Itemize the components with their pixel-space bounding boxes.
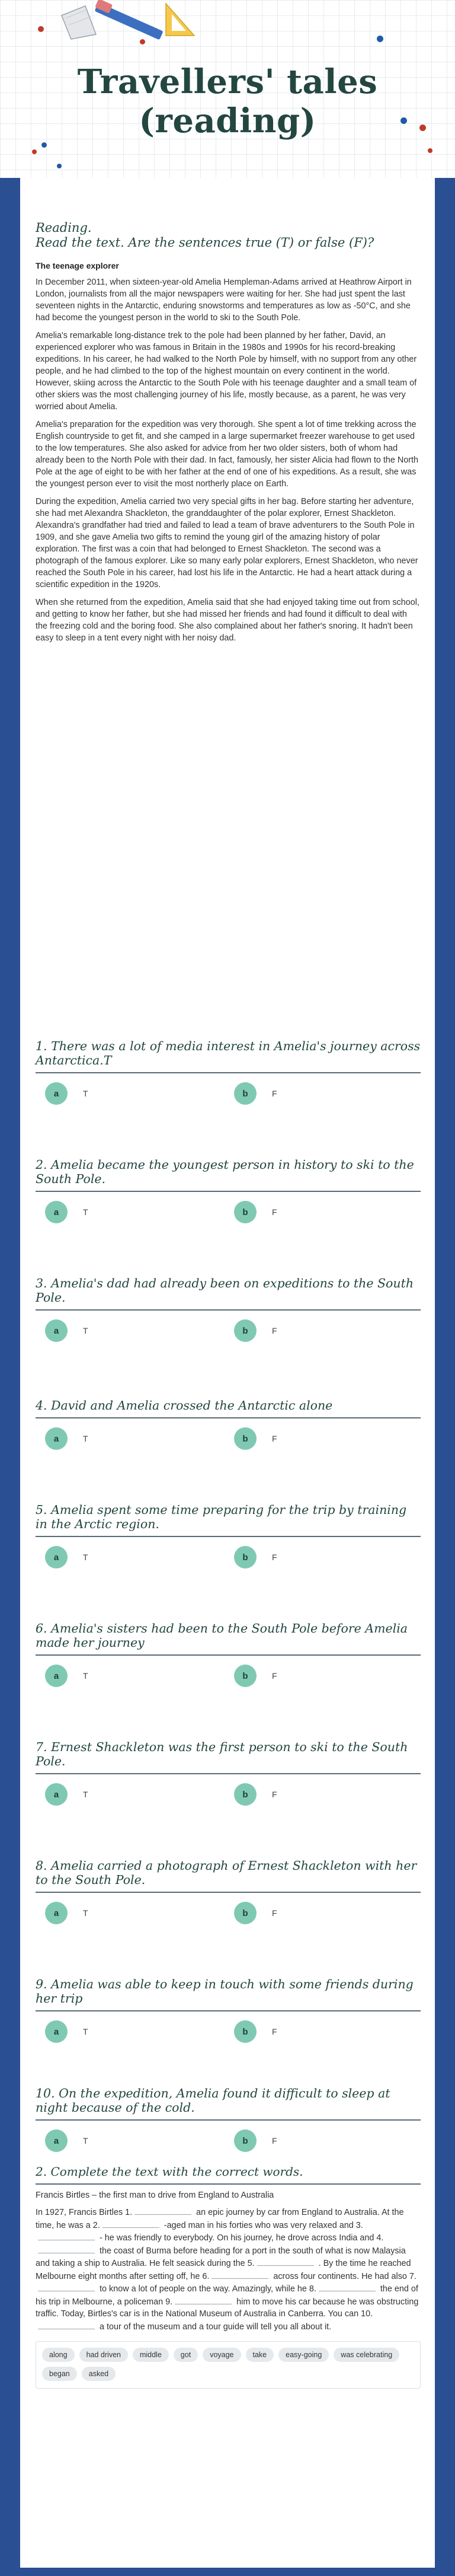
text-segment: . By the time he reached Melbourne eight months after setting off, he 6.: [36, 2259, 411, 2281]
word-chip[interactable]: take: [246, 2348, 274, 2362]
option-label: T: [83, 1790, 88, 1799]
question-3: [36, 1276, 421, 1345]
word-chip[interactable]: along: [42, 2348, 75, 2362]
word-chip[interactable]: voyage: [203, 2348, 241, 2362]
option-b-button[interactable]: [234, 2129, 277, 2153]
text-segment: a tour of the museum and a tour guide will tell you all about it.: [100, 2322, 332, 2332]
question-5: [36, 1503, 421, 1571]
page-title: Travellers' tales (reading): [77, 62, 378, 141]
option-b-button[interactable]: [234, 1319, 277, 1343]
word-chip[interactable]: asked: [82, 2367, 116, 2381]
gap-fill-section: [36, 2164, 421, 2389]
option-letter: a: [45, 1665, 68, 1687]
gap-blank-7[interactable]: [38, 2282, 95, 2291]
reading-section: [36, 221, 421, 650]
option-label: F: [272, 1089, 277, 1098]
question-text: 7. Ernest Shackleton was the first person to ski to the South Pole.: [36, 1740, 421, 1774]
option-label: T: [83, 2136, 88, 2145]
question-9: [36, 1977, 421, 2046]
text-segment: an epic journey by car from England to Australia. At the time, he was a 2.: [36, 2208, 404, 2230]
word-bank: [36, 2341, 421, 2389]
option-b-button[interactable]: [234, 1901, 277, 1925]
question-text: 3. Amelia's dad had already been on expeditions to the South Pole.: [36, 1276, 421, 1311]
option-b-button[interactable]: [234, 1082, 277, 1105]
gap-blank-3[interactable]: [38, 2231, 95, 2240]
text-segment: him to move his car because he was obstructing traffic. Today, Birtles's car is in the National Museum of Australia in Canberra. You can 10.: [36, 2297, 419, 2319]
option-letter: b: [234, 1546, 257, 1568]
option-label: F: [272, 1671, 277, 1681]
question-text: 5. Amelia spent some time preparing for the trip by training in the Arctic region.: [36, 1503, 421, 1537]
word-chip[interactable]: had driven: [79, 2348, 128, 2362]
reading-instruction: Reading. Read the text. Are the sentences true (T) or false (F)?: [36, 221, 374, 250]
option-a-button[interactable]: [45, 1783, 88, 1806]
option-a-button[interactable]: [45, 1319, 88, 1343]
option-letter: a: [45, 1546, 68, 1568]
option-a-button[interactable]: [45, 1901, 88, 1925]
text-segment: the end of his trip in Melbourne, a policeman 9.: [36, 2284, 418, 2307]
question-4: [36, 1398, 421, 1453]
option-letter: b: [234, 2129, 257, 2152]
gap-blank-1[interactable]: [134, 2206, 191, 2215]
passage-paragraph: Amelia's preparation for the expedition was very thorough. She spent a lot of time trekking across the English countryside to get fit, and she camped in a large supermarket freezer warehouse to get used to the low temperatures. She also asked for advice from her two older sisters, both of whom had already been to the North Pole with their dad. In fact, famously, her sister Alicia had flown to the North Pole at the age of eight to be with her father at the end of one of his expeditions. As a result, she was the youngest person ever to visit the most northerly place on Earth.: [36, 420, 419, 489]
text-segment: the coast of Burma before heading for a port in the south of what is now Malaysia and taking a ship to Australia. He felt seasick during the 5.: [36, 2246, 406, 2268]
word-chip[interactable]: middle: [133, 2348, 169, 2362]
gap-blank-6[interactable]: [212, 2270, 268, 2279]
gap-blank-4[interactable]: [38, 2245, 95, 2253]
passage-paragraph: In December 2011, when sixteen-year-old Amelia Hempleman-Adams arrived at Heathrow Airport in London, journalists from all the major newspapers were waiting for her. She had just spent the last seventeen nights in the Antarctic, enduring snowstorms and temperatures as low as -50°C, and she had become the youngest person in the world to ski to the South Pole.: [36, 278, 412, 323]
option-b-button[interactable]: [234, 1427, 277, 1450]
answer-options: [36, 1319, 421, 1345]
option-label: T: [83, 1434, 88, 1443]
answer-options: [36, 1200, 421, 1226]
option-b-button[interactable]: [234, 1545, 277, 1569]
option-a-button[interactable]: [45, 1082, 88, 1105]
option-label: T: [83, 1908, 88, 1918]
question-text: 10. On the expedition, Amelia found it difficult to sleep at night because of the cold.: [36, 2086, 421, 2121]
question-2: [36, 1158, 421, 1226]
option-letter: b: [234, 2020, 257, 2043]
question-text: 8. Amelia carried a photograph of Ernest Shackleton with her to the South Pole.: [36, 1858, 421, 1893]
gap-fill-heading: 2. Complete the text with the correct words.: [36, 2164, 421, 2185]
option-letter: b: [234, 1902, 257, 1924]
option-b-button[interactable]: [234, 1783, 277, 1806]
text-segment: In 1927, Francis Birtles 1.: [36, 2208, 133, 2217]
option-letter: b: [234, 1082, 257, 1105]
option-label: T: [83, 1207, 88, 1217]
gap-blank-2[interactable]: [102, 2219, 159, 2228]
gap-blank-5[interactable]: [257, 2257, 314, 2266]
answer-options: [36, 1901, 421, 1927]
option-letter: b: [234, 1783, 257, 1806]
gap-blank-8[interactable]: [319, 2282, 376, 2291]
word-chip[interactable]: got: [174, 2348, 198, 2362]
option-b-button[interactable]: [234, 1664, 277, 1688]
option-letter: b: [234, 1427, 257, 1450]
question-text: 2. Amelia became the youngest person in history to ski to the South Pole.: [36, 1158, 421, 1192]
question-text: 1. There was a lot of media interest in Amelia's journey across Antarctica.T: [36, 1039, 421, 1073]
question-text: 4. David and Amelia crossed the Antarctic alone: [36, 1398, 421, 1418]
option-letter: a: [45, 1902, 68, 1924]
text-segment: to know a lot of people on the way. Amazingly, while he 8.: [100, 2284, 316, 2294]
option-a-button[interactable]: [45, 1427, 88, 1450]
option-letter: a: [45, 2020, 68, 2043]
answer-options: [36, 1545, 421, 1571]
gap-fill-text: [36, 2206, 421, 2333]
word-chip[interactable]: began: [42, 2367, 77, 2381]
passage-title: The teenage explorer: [36, 261, 119, 270]
option-a-button[interactable]: [45, 2020, 88, 2043]
word-chip[interactable]: was celebrating: [334, 2348, 399, 2362]
option-label: T: [83, 2027, 88, 2036]
option-label: F: [272, 2027, 277, 2036]
option-label: F: [272, 1207, 277, 1217]
option-b-button[interactable]: [234, 1200, 277, 1224]
answer-options: [36, 1427, 421, 1453]
option-a-button[interactable]: [45, 1200, 88, 1224]
option-letter: b: [234, 1201, 257, 1223]
option-label: F: [272, 1552, 277, 1562]
question-10: [36, 2086, 421, 2155]
option-letter: a: [45, 1319, 68, 1342]
word-chip[interactable]: easy-going: [278, 2348, 329, 2362]
gap-blank-10[interactable]: [38, 2320, 95, 2329]
option-letter: a: [45, 1082, 68, 1105]
question-7: [36, 1740, 421, 1809]
option-letter: b: [234, 1665, 257, 1687]
passage-paragraph: When she returned from the expedition, Amelia said that she had enjoyed taking time out from school, and getting to know her father, but she had missed her friends and had found it difficult to deal with the freezing cold and the boring food. She also complained about her father's snoring. It hadn't been easy to sleep in a tent every night with her noisy dad.: [36, 598, 419, 643]
option-b-button[interactable]: [234, 2020, 277, 2043]
answer-options: [36, 1082, 421, 1108]
passage-paragraph: Amelia's remarkable long-distance trek to the pole had been planned by her father, David, an experienced explorer who was famous in Britain in the 1980s and 1990s for his record-breaking expeditions. In his career, he had walked to the North Pole by himself, with no support from any other people, and he had climbed to the top of the highest mountain on every continent in the world. However, skiing across the Antarctic to the South Pole with his teenage daughter and a small team of other skiers was the most challenging journey of his life, mostly because, as a parent, he was very worried about Amelia.: [36, 331, 417, 412]
school-supplies-icon: [59, 0, 196, 53]
text-segment: -aged man in his forties who was very relaxed and 3.: [164, 2220, 363, 2230]
answer-options: [36, 2129, 421, 2155]
question-text: 6. Amelia's sisters had been to the South Pole before Amelia made her journey: [36, 1621, 421, 1656]
option-a-button[interactable]: [45, 2129, 88, 2153]
option-label: F: [272, 1326, 277, 1335]
option-letter: a: [45, 1783, 68, 1806]
question-8: [36, 1858, 421, 1927]
option-letter: b: [234, 1319, 257, 1342]
option-label: F: [272, 1908, 277, 1918]
question-text: 9. Amelia was able to keep in touch with some friends during her trip: [36, 1977, 421, 2011]
option-a-button[interactable]: [45, 1545, 88, 1569]
gap-blank-9[interactable]: [175, 2296, 232, 2304]
option-label: T: [83, 1089, 88, 1098]
text-segment: across four continents. He had also 7.: [273, 2271, 416, 2281]
option-label: T: [83, 1671, 88, 1681]
option-label: F: [272, 2136, 277, 2145]
passage-paragraph: During the expedition, Amelia carried two very special gifts in her bag. Before starting her adventure, she had met Alexandra Shackleton, the granddaughter of the polar explorer, Ernest Shackleton. Alexandra's grandfather had tried and failed to lead a team of brave adventurers to the South Pole in 1909, and she gave Amelia two gifts to remind the young girl of the amazing history of polar exploration. The first was a coin that had belonged to Ernest Shackleton. The second was a photograph of the famous explorer. Like so many early polar explorers, Ernest Shackleton, who never reached the South Pole in his career, had lost his life in the Antarctic. He had a heart attack during a scientific expedition in the 1920s.: [36, 497, 418, 589]
option-label: F: [272, 1434, 277, 1443]
answer-options: [36, 2020, 421, 2046]
question-1: [36, 1039, 421, 1108]
option-letter: a: [45, 1201, 68, 1223]
option-letter: a: [45, 1427, 68, 1450]
answer-options: [36, 1664, 421, 1690]
answer-options: [36, 1783, 421, 1809]
option-label: T: [83, 1326, 88, 1335]
text-segment: - he was friendly to everybody. On his journey, he drove across India and 4.: [100, 2233, 384, 2243]
gap-fill-title: Francis Birtles – the first man to drive from England to Australia: [36, 2191, 274, 2200]
option-letter: a: [45, 2129, 68, 2152]
option-a-button[interactable]: [45, 1664, 88, 1688]
option-label: T: [83, 1552, 88, 1562]
question-6: [36, 1621, 421, 1690]
option-label: F: [272, 1790, 277, 1799]
